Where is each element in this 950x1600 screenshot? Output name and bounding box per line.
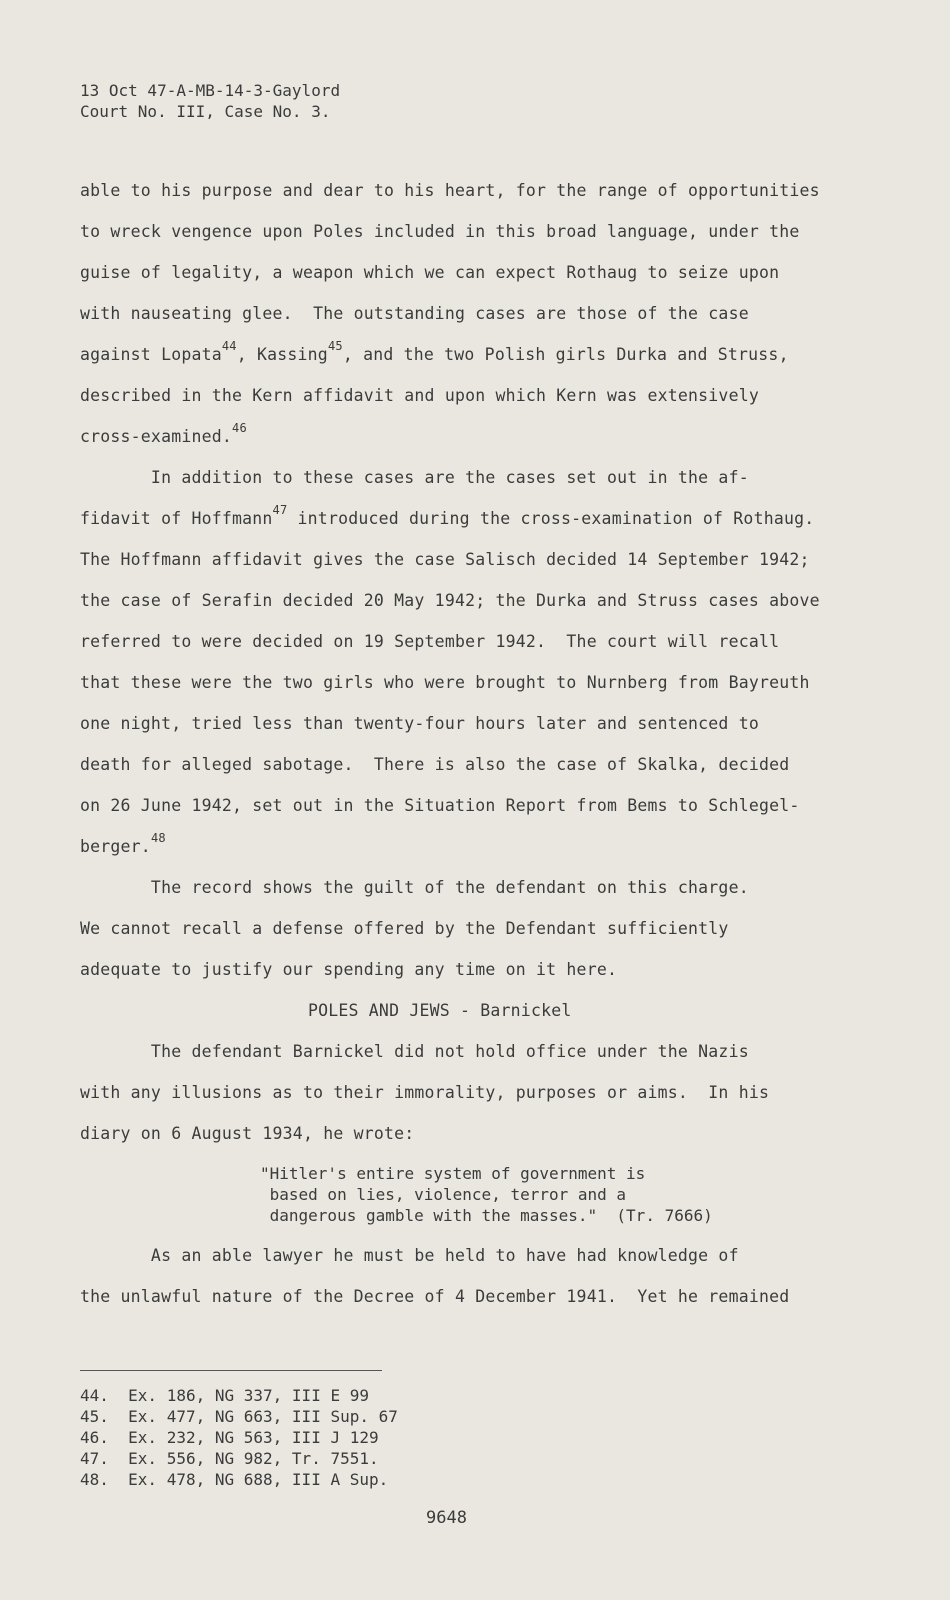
text-line [80,831,166,856]
footnote: 47. Ex. 556, NG 982, Tr. 7551. [80,1449,379,1468]
text-segment: cross-examined. [80,427,233,446]
text-line: The record shows the guilt of the defendant on this charge. [80,878,749,897]
text-line: We cannot recall a defense offered by the Defendant sufficiently [80,919,729,938]
footnote: 46. Ex. 232, NG 563, III J 129 [80,1428,379,1447]
text-line: one night, tried less than twenty-four hours later and sentenced to [80,714,759,733]
footnote: 44. Ex. 186, NG 337, III E 99 [80,1386,369,1405]
footnote-ref-44: 44 [221,339,237,353]
footnote: 48. Ex. 478, NG 688, III A Sup. [80,1470,389,1489]
text-line: guise of legality, a weapon which we can expect Rothaug to seize upon [80,263,780,282]
section-heading: POLES AND JEWS - Barnickel [308,1001,572,1020]
text-line: with nauseating glee. The outstanding cases are those of the case [80,304,749,323]
text-segment: berger. [80,837,151,856]
footnote-ref-48: 48 [150,831,166,845]
text-line [80,503,815,528]
text-line: on 26 June 1942, set out in the Situation Report from Bems to Schlegel- [80,796,800,815]
text-line: death for alleged sabotage. There is also the case of Skalka, decided [80,755,790,774]
text-line: to wreck vengence upon Poles included in this broad language, under the [80,222,800,241]
text-line: able to his purpose and dear to his heart, for the range of opportunities [80,181,820,200]
header-line-1: 13 Oct 47-A-MB-14-3-Gaylord [80,81,341,100]
footnote-ref-46: 46 [232,421,247,435]
text-line [80,339,789,364]
text-line [80,421,247,446]
quote-line: based on lies, violence, terror and a [260,1185,627,1204]
footnote: 45. Ex. 477, NG 663, III Sup. 67 [80,1407,398,1426]
text-line: The Hoffmann affidavit gives the case Salisch decided 14 September 1942; [80,550,810,569]
page-number: 9648 [426,1508,467,1528]
text-line: diary on 6 August 1934, he wrote: [80,1124,415,1143]
text-segment: against Lopata [80,345,222,364]
quote-line: "Hitler's entire system of government is [260,1164,646,1183]
text-line: In addition to these cases are the cases set out in the af- [80,468,749,487]
text-segment: fidavit of Hoffmann [80,509,273,528]
text-line: the unlawful nature of the Decree of 4 December 1941. Yet he remained [80,1287,790,1306]
document-header [80,80,340,122]
text-line: the case of Serafin decided 20 May 1942; the Durka and Struss cases above [80,591,820,610]
text-line: that these were the two girls who were brought to Nurnberg from Bayreuth [80,673,810,692]
text-line: As an able lawyer he must be held to have had knowledge of [80,1246,739,1265]
footnote-ref-45: 45 [327,339,343,353]
header-line-2: Court No. III, Case No. 3. [80,102,331,121]
footnote-divider [80,1370,382,1371]
text-segment: introduced during the cross-examination of Rothaug. [287,509,815,528]
text-line: described in the Kern affidavit and upon which Kern was extensively [80,386,759,405]
text-segment: , and the two Polish girls Durka and Struss, [342,345,789,364]
quote-line: dangerous gamble with the masses." (Tr. 7666) [260,1206,713,1225]
text-segment: , Kassing [236,345,328,364]
footnote-ref-47: 47 [272,503,288,517]
text-line: The defendant Barnickel did not hold office under the Nazis [80,1042,749,1061]
text-line: adequate to justify our spending any time on it here. [80,960,618,979]
text-line: referred to were decided on 19 September 1942. The court will recall [80,632,780,651]
text-line: with any illusions as to their immorality, purposes or aims. In his [80,1083,770,1102]
